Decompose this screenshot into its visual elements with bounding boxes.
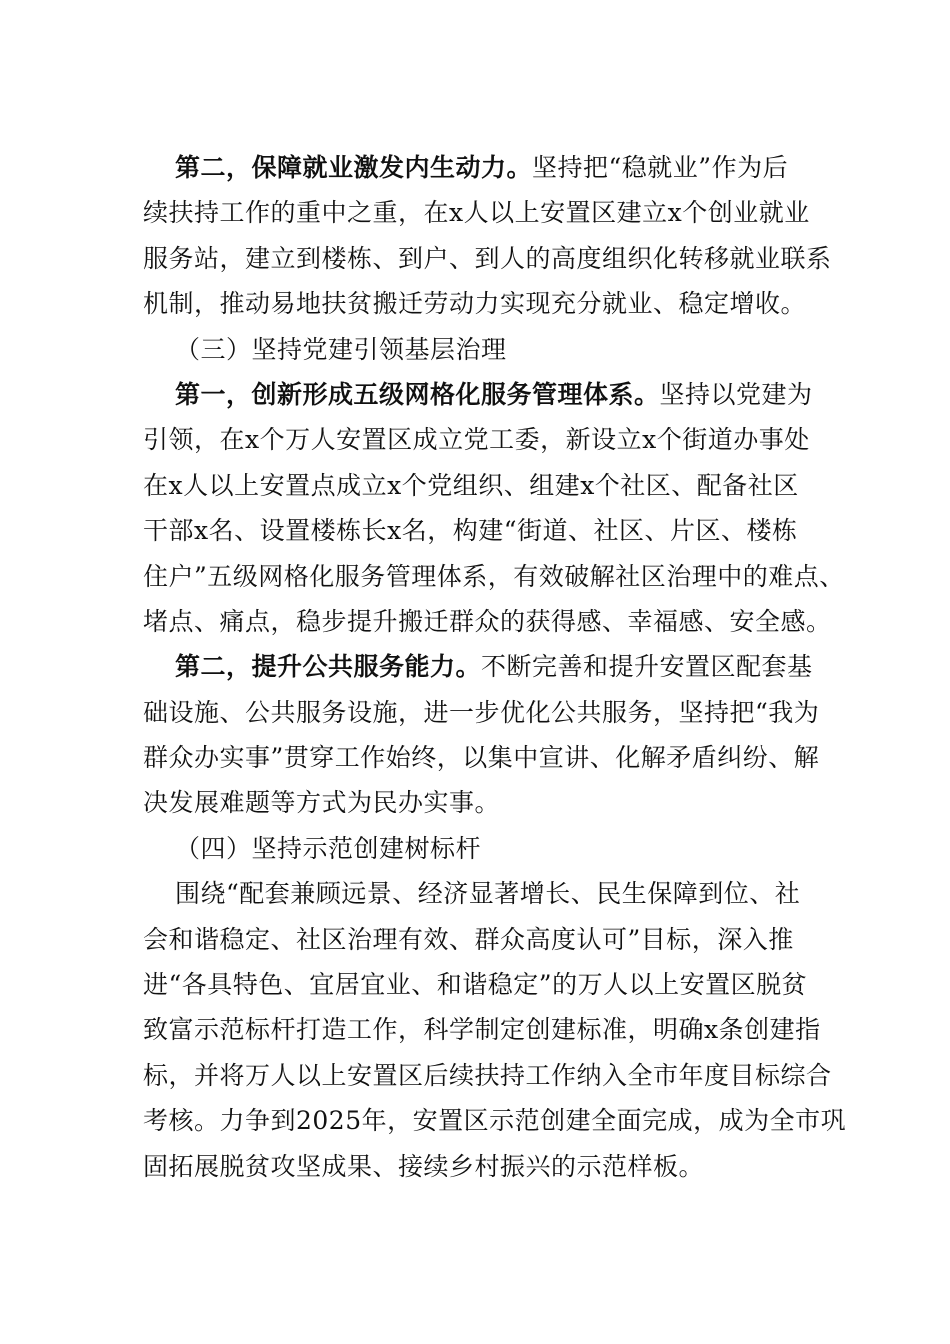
paragraph-line: 会和谐稳定、社区治理有效、群众高度认可”目标，深入推 bbox=[143, 924, 794, 954]
paragraph-line: 服务站，建立到楼栋、到户、到人的高度组织化转移就业联系 bbox=[143, 243, 832, 273]
paragraph-text: 坚持把“稳就业”作为后 bbox=[532, 153, 789, 182]
paragraph-line: 围绕“配套兼顾远景、经济显著增长、民生保障到位、社 bbox=[175, 879, 801, 909]
paragraph-line: 进“各具特色、宜居宜业、和谐稳定”的万人以上安置区脱贫 bbox=[143, 970, 808, 1000]
paragraph-line: 引领，在x个万人安置区成立党工委，新设立x个街道办事处 bbox=[143, 425, 810, 455]
paragraph-lead: 第二，提升公共服务能力。 bbox=[175, 652, 482, 682]
paragraph-line: 考核。力争到2025年，安置区示范创建全面完成，成为全市巩 bbox=[143, 1106, 847, 1136]
paragraph-lead: 第二，保障就业激发内生动力。 bbox=[175, 153, 533, 182]
paragraph-line bbox=[175, 145, 827, 190]
paragraph-line bbox=[175, 644, 827, 689]
paragraph-line: 础设施、公共服务设施，进一步优化公共服务，坚持把“我为 bbox=[143, 697, 820, 727]
paragraph-line: 堵点、痛点，稳步提升搬迁群众的获得感、幸福感、安全感。 bbox=[143, 606, 832, 636]
paragraph-line: 群众办实事”贯穿工作始终，以集中宣讲、化解矛盾纠纷、解 bbox=[143, 743, 820, 773]
section-heading: （四）坚持示范创建树标杆 bbox=[175, 833, 482, 863]
section-heading: （三）坚持党建引领基层治理 bbox=[175, 334, 507, 364]
paragraph-line: 致富示范标杆打造工作，科学制定创建标准，明确x条创建指 bbox=[143, 1015, 821, 1045]
paragraph-line: 住户”五级网格化服务管理体系，有效破解社区治理中的难点、 bbox=[143, 561, 845, 591]
paragraph-line: 续扶持工作的重中之重，在x人以上安置区建立x个创业就业 bbox=[143, 198, 810, 228]
paragraph-lead: 第一，创新形成五级网格化服务管理体系。 bbox=[175, 379, 660, 409]
paragraph-line: 干部x名、设置楼栋长x名，构建“街道、社区、片区、楼栋 bbox=[143, 516, 798, 546]
paragraph-text: 坚持以党建为 bbox=[659, 379, 813, 409]
paragraph-line: 决发展难题等方式为民办实事。 bbox=[143, 788, 501, 818]
paragraph-line bbox=[175, 372, 827, 417]
paragraph-line: 固拓展脱贫攻坚成果、接续乡村振兴的示范样板。 bbox=[143, 1151, 705, 1181]
paragraph-line: 在x人以上安置点成立x个党组织、组建x个社区、配备社区 bbox=[143, 470, 799, 500]
paragraph-line: 标，并将万人以上安置区后续扶持工作纳入全市年度目标综合 bbox=[143, 1060, 832, 1090]
paragraph-text: 不断完善和提升安置区配套基 bbox=[481, 652, 813, 682]
paragraph-line: 机制，推动易地扶贫搬迁劳动力实现充分就业、稳定增收。 bbox=[143, 289, 807, 319]
document-body bbox=[143, 145, 847, 1189]
